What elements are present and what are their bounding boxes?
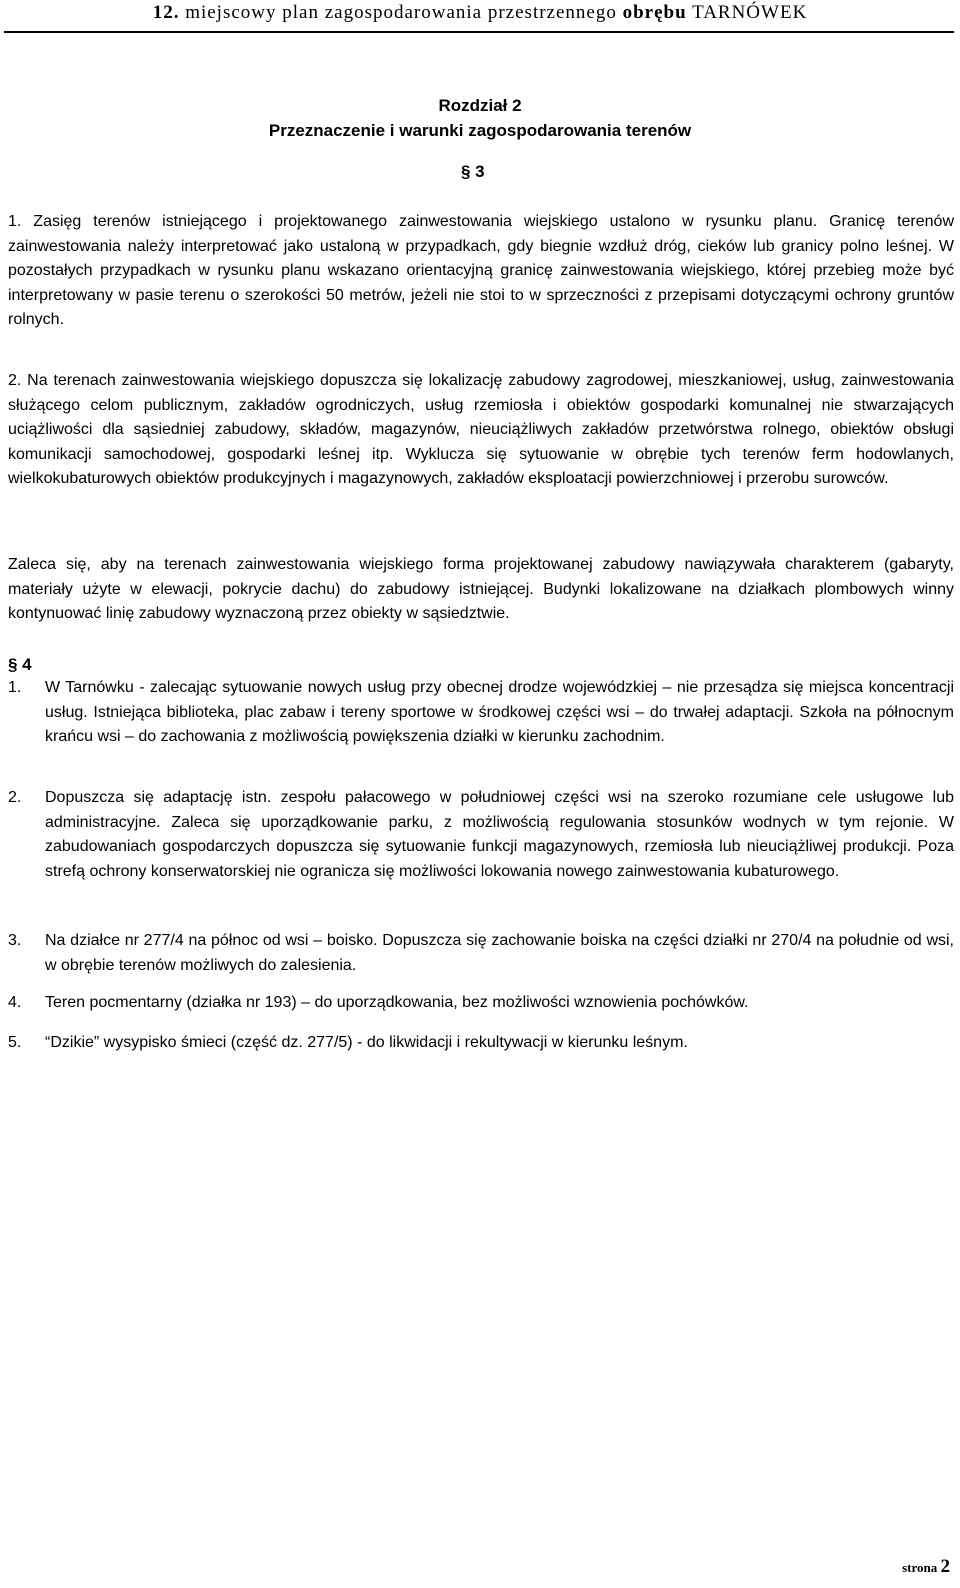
section3-paragraph-3: Zaleca się, aby na terenach zainwestowania wiejskiego forma projektowanej zabudowy nawiązywała charakterem (gabaryty, materiały użyte w elewacji, pokrycie dachu) do zabudowy istniejącej. Budynki lokalizowane na działkach plombowych winny kontynuować linię zabudowy wyznaczoną przez obiekty w sąsiedztwie. [8,556,954,622]
page-number: 2 [940,1556,950,1577]
item-text: Na działce nr 277/4 na północ od wsi – boisko. Dopuszcza się zachowanie boiska na części działki nr 270/4 na południe od wsi, w obrębie terenów możliwych do zalesienia. [45,932,954,974]
chapter-title: Przeznaczenie i warunki zagospodarowania terenów [268,121,692,140]
footer-label: strona [902,1560,938,1575]
header-place: TARNÓWEK [692,2,808,23]
header-number: 12. [152,2,180,23]
header-text: miejscowy plan zagospodarowania przestrzennego [185,2,617,23]
section-mark-4: § 4 [8,655,32,674]
item-number: 2. [8,789,22,806]
section3-paragraph-2: 2. Na terenach zainwestowania wiejskiego dopuszcza się lokalizację zabudowy zagrodowej, mieszkaniowej, usług, zainwestowania służącego celom publicznym, zakładów ogrodniczych, usług rzemiosła i obiektów gospodarki komunalnej nie stwarzających uciążliwości dla sąsiedniej zabudowy, składów, magazynów, nieuciążliwych zakładów przetwórstwa rolnego, obiektów obsługi komunikacji samochodowej, gospodarki leśnej itp. Wyklucza się sytuowanie w obrębie tych terenów ferm hodowlanych, wielkokubaturowych obiektów produkcyjnych i magazynowych, zakładów eksploatacji powierzchniowej i przerobu surowców. [8,372,954,487]
item-number: 5. [8,1034,22,1051]
page-header [0,0,960,34]
section-mark-3: § 3 [461,162,485,181]
item-text: W Tarnówku - zalecając sytuowanie nowych usług przy obecnej drodze wojewódzkiej – nie przesądza się miejsca koncentracji usług. Istniejąca biblioteka, plac zabaw i tereny sportowe w środkowej części wsi – do trwałej adaptacji. Szkoła na północnym krańcu wsi – do zachowania z możliwością powiększenia działki w kierunku zachodnim. [45,679,954,745]
item-text: Dopuszcza się adaptację istn. zespołu pałacowego w południowej części wsi na szeroko rozumiane cele usługowe lub administracyjne. Zaleca się uporządkowanie parku, z możliwością regulowania stosunków wodnych w tym rejonie. W zabudowaniach gospodarczych dopuszcza się sytuowanie funkcji magazynowych, rzemiosła lub nieuciążliwej produkcji. Poza strefą ochrony konserwatorskiej nie ogranicza się możliwości lokowania nowego zainwestowania kubaturowego. [45,789,954,880]
header-bold-word: obrębu [622,2,687,23]
section3-paragraph-1: 1. Zasięg terenów istniejącego i projektowanego zainwestowania wiejskiego ustalono w rysunku planu. Granicę terenów zainwestowania należy interpretować jako ustaloną w przypadkach, gdy biegnie wzdłuż dróg, cieków lub granicy polno leśnej. W pozostałych przypadkach w rysunku planu wskazano orientacyjną granicę zainwestowania wiejskiego, której przebieg może być interpretowany w pasie terenu o szerokości 50 metrów, jeżeli nie stoi to w sprzeczności z przepisami dotyczącymi ochrony gruntów rolnych. [8,213,954,328]
chapter-number: Rozdział 2 [438,96,522,115]
item-number: 1. [8,679,22,696]
item-text: “Dzikie” wysypisko śmieci (część dz. 277/5) - do likwidacji i rekultywacji w kierunku leśnym. [45,1034,688,1051]
item-number: 4. [8,994,22,1011]
header-rule [4,31,954,33]
item-text: Teren pocmentarny (działka nr 193) – do uporządkowania, bez możliwości wznowienia pochówków. [45,994,749,1011]
item-number: 3. [8,932,22,949]
page-footer [902,1556,950,1578]
